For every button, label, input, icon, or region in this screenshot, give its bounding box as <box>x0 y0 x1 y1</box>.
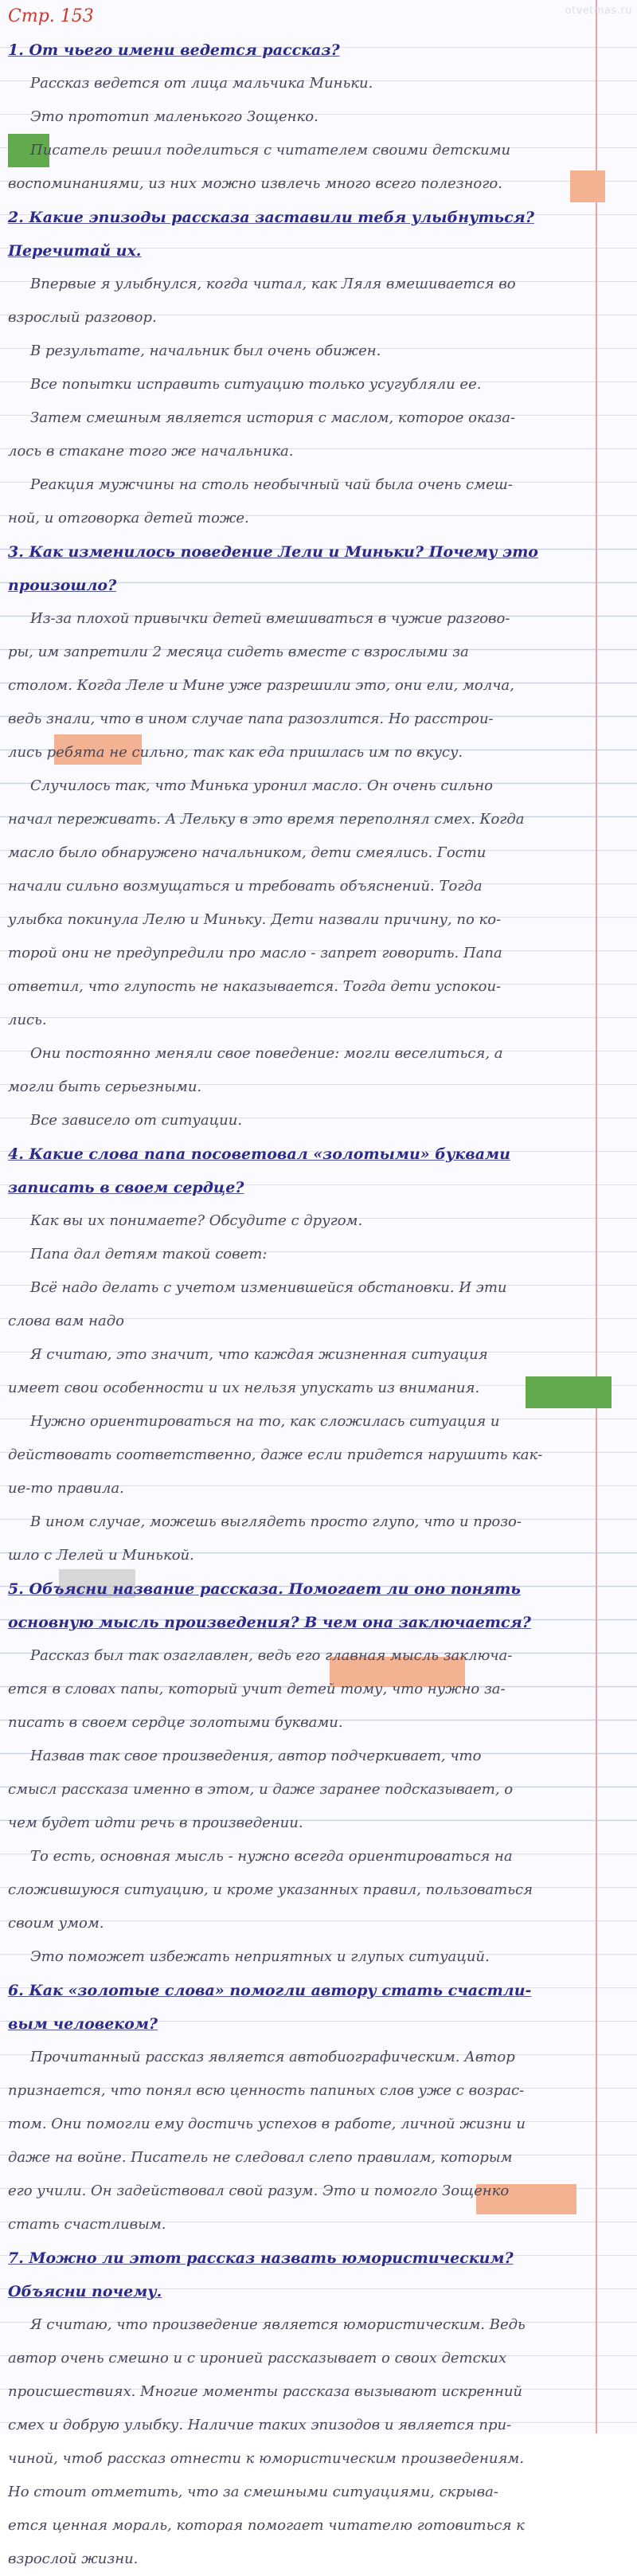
question-line: Объясни почему. <box>8 2283 162 2300</box>
margin-line <box>596 0 597 2433</box>
answer-line: взрослый разговор. <box>8 309 157 326</box>
question-line: 4. Какие слова папа посоветовал «золотыми» буквами <box>8 1145 510 1163</box>
answer-line: Все попытки исправить ситуацию только усугубляли ее. <box>30 376 482 393</box>
question-line: вым человеком? <box>8 2015 158 2033</box>
answer-line: Затем смешным является история с маслом, которое оказа- <box>30 409 516 426</box>
answer-line: чем будет идти речь в произведении. <box>8 1815 303 1831</box>
answer-line: Как вы их понимаете? Обсудите с другом. <box>30 1212 363 1229</box>
answer-line: ответил, что глупость не наказывается. Тогда дети успокои- <box>8 978 502 995</box>
answer-line: Все зависело от ситуации. <box>30 1112 243 1129</box>
answer-line: своим умом. <box>8 1915 104 1932</box>
answer-line: Рассказ ведется от лица мальчика Миньки. <box>30 75 373 92</box>
answer-line: взрослой жизни. <box>8 2551 139 2567</box>
answer-line: улыбка покинула Лелю и Миньку. Дети назвали причину, по ко- <box>8 911 502 928</box>
answer-line: начали сильно возмущаться и требовать объяснений. Тогда <box>8 878 483 895</box>
answer-line: Они постоянно меняли свое поведение: могли веселиться, а <box>30 1045 503 1062</box>
answer-line: лись. <box>8 1012 47 1028</box>
answer-line: масло было обнаружено начальником, дети смеялись. Гости <box>8 844 487 861</box>
answer-line: его учили. Он задействовал свой разум. Это и помогло Зощенко <box>8 2183 510 2199</box>
answer-line: даже на войне. Писатель не следовал слепо правилам, которым <box>8 2149 513 2166</box>
answer-line: Я считаю, что произведение является юмористическим. Ведь <box>30 2316 526 2333</box>
answer-line: торой они не предупредили про масло - запрет говорить. Папа <box>8 945 502 961</box>
question-line: 1. От чьего имени ведется рассказ? <box>8 41 340 59</box>
answer-line: происшествиях. Многие моменты рассказа вызывают искренний <box>8 2383 523 2400</box>
question-line: 2. Какие эпизоды рассказа заставили тебя улыбнуться? <box>8 209 534 226</box>
answer-line: ры, им запретили 2 месяца сидеть вместе с взрослыми за <box>8 644 469 660</box>
answer-line: воспоминаниями, из них можно извлечь много всего полезного. <box>8 175 502 192</box>
answer-line: ется в словах папы, который учит детей тому, что нужно за- <box>8 1681 506 1697</box>
answer-line: Писатель решил поделиться с читателем своими детскими <box>30 142 511 159</box>
answer-line: То есть, основная мысль - нужно всегда ориентироваться на <box>30 1848 513 1865</box>
answer-line: Назвав так свое произведения, автор подчеркивает, что <box>30 1748 482 1764</box>
answer-line: Я считаю, это значит, что каждая жизненная ситуация <box>30 1346 488 1363</box>
answer-line: Это поможет избежать неприятных и глупых ситуаций. <box>30 1948 490 1965</box>
answer-line: Но стоит отметить, что за смешными ситуациями, скрыва- <box>8 2484 498 2500</box>
answer-line: имеет свои особенности и их нельзя упускать из внимания. <box>8 1380 480 1396</box>
answer-line: лись ребята не сильно, так как еда пришлась им по вкусу. <box>8 744 463 761</box>
answer-line: том. Они помогли ему достичь успехов в работе, личной жизни и <box>8 2116 526 2132</box>
answer-line: В ином случае, можешь выглядеть просто глупо, что и прозо- <box>30 1513 522 1530</box>
question-line: Перечитай их. <box>8 242 142 260</box>
watermark: otvetmas.ru <box>565 5 632 17</box>
question-line: 3. Как изменилось поведение Лели и Миньки? Почему это <box>8 543 538 561</box>
text-lines <box>8 33 588 2576</box>
answer-line: слова вам надо <box>8 1313 124 1329</box>
answer-line: могли быть серьезными. <box>8 1079 202 1095</box>
page-number: Стр. 153 <box>8 6 94 26</box>
answer-line: чиной, чтоб рассказ отнести к юмористическим произведениям. <box>8 2450 525 2467</box>
answer-line: В результате, начальник был очень обижен. <box>30 343 381 359</box>
answer-line: ведь знали, что в ином случае папа разозлится. Но расстрои- <box>8 711 494 727</box>
question-line: 6. Как «золотые слова» помогли автору стать счастли- <box>8 1982 532 1999</box>
answer-line: стать счастливым. <box>8 2216 166 2233</box>
answer-line: Всё надо делать с учетом изменившейся обстановки. И эти <box>30 1279 507 1296</box>
answer-line: автор очень смешно и с иронией рассказывает о своих детских <box>8 2350 507 2367</box>
answer-line: ие-то правила. <box>8 1480 124 1497</box>
answer-line: Впервые я улыбнулся, когда читал, как Ляля вмешивается во <box>30 276 516 292</box>
answer-line: писать в своем сердце золотыми буквами. <box>8 1714 343 1731</box>
answer-line: лось в стакане того же начальника. <box>8 443 294 460</box>
answer-line: Рассказ был так озаглавлен, ведь его главная мысль заключа- <box>30 1647 513 1664</box>
answer-line: действовать соответственно, даже если придется нарушить как- <box>8 1447 543 1463</box>
answer-line: Папа дал детям такой совет: <box>30 1246 268 1263</box>
answer-line: смех и добрую улыбку. Наличие таких эпизодов и является при- <box>8 2417 512 2433</box>
question-line: записать в своем сердце? <box>8 1179 244 1196</box>
answer-line: ной, и отговорка детей тоже. <box>8 510 249 527</box>
question-line: основную мысль произведения? В чем она заключается? <box>8 1614 531 1631</box>
answer-line: столом. Когда Леле и Мине уже разрешили это, они ели, молча, <box>8 677 514 694</box>
answer-line: смысл рассказа именно в этом, и даже заранее подсказывает, о <box>8 1781 514 1798</box>
answer-line: начал переживать. А Лельку в это время переполнял смех. Когда <box>8 811 525 828</box>
answer-line: Это прототип маленького Зощенко. <box>30 108 318 125</box>
answer-line: Нужно ориентироваться на то, как сложилась ситуация и <box>30 1413 500 1430</box>
question-line: произошло? <box>8 577 117 594</box>
notebook-content <box>8 0 588 2576</box>
answer-line: шло с Лелей и Минькой. <box>8 1547 194 1564</box>
answer-line: Случилось так, что Минька уронил масло. Он очень сильно <box>30 777 494 794</box>
answer-line: Из-за плохой привычки детей вмешиваться в чужие разгово- <box>30 610 510 627</box>
question-line: 5. Объясни название рассказа. Помогает ли оно понять <box>8 1580 521 1598</box>
question-line: 7. Можно ли этот рассказ назвать юмористическим? <box>8 2249 514 2267</box>
answer-line: Прочитанный рассказ является автобиографическим. Автор <box>30 2049 515 2065</box>
answer-line: Реакция мужчины на столь необычный чай была очень смеш- <box>30 476 513 493</box>
answer-line: признается, что понял всю ценность папиных слов уже с возрас- <box>8 2082 525 2099</box>
answer-line: сложившуюся ситуацию, и кроме указанных правил, пользоваться <box>8 1881 533 1898</box>
answer-line: ется ценная мораль, которая помогает читателю готовиться к <box>8 2517 525 2534</box>
